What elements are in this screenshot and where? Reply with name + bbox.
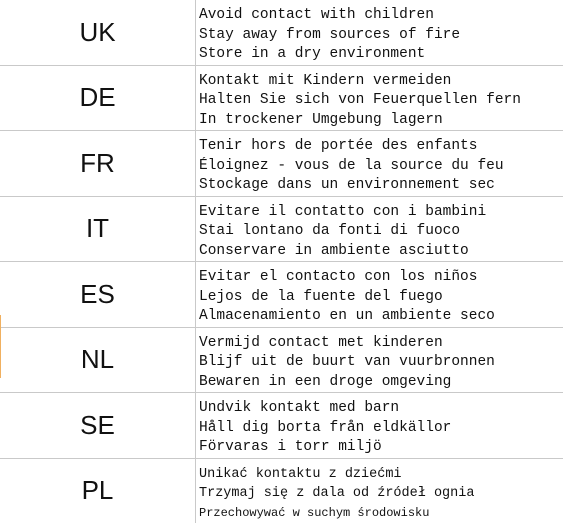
warning-text-cell — [196, 0, 563, 65]
country-code: ES — [80, 281, 115, 307]
country-code-cell — [0, 0, 196, 65]
warning-line: Almacenamiento en un ambiente seco — [199, 307, 563, 327]
warning-line: Håll dig borta från eldkällor — [199, 419, 563, 439]
row-marker — [0, 315, 1, 378]
table-row-es — [0, 262, 563, 328]
warning-line: Avoid contact with children — [199, 6, 563, 26]
warning-line: Stai lontano da fonti di fuoco — [199, 222, 563, 242]
warning-line: Evitar el contacto con los niños — [199, 268, 563, 288]
country-code-cell — [0, 65, 196, 131]
country-code: PL — [82, 477, 114, 503]
warning-line: Tenir hors de portée des enfants — [199, 137, 563, 157]
table-row-nl — [0, 327, 563, 393]
warning-text-cell — [196, 131, 563, 197]
warning-line: Conservare in ambiente asciutto — [199, 242, 563, 262]
warning-line: Vermijd contact met kinderen — [199, 334, 563, 354]
table-row-se — [0, 393, 563, 459]
country-code-cell — [0, 458, 196, 523]
warning-line: In trockener Umgebung lagern — [199, 111, 563, 131]
country-code: SE — [80, 412, 115, 438]
warning-line: Undvik kontakt med barn — [199, 399, 563, 419]
warning-text-cell — [196, 393, 563, 459]
country-code-cell — [0, 327, 196, 393]
warning-text-cell — [196, 65, 563, 131]
warning-text-cell — [196, 196, 563, 262]
warning-line: Trzymaj się z dala od źródeł ognia — [199, 484, 563, 504]
warning-line: Lejos de la fuente del fuego — [199, 288, 563, 308]
country-code-cell — [0, 196, 196, 262]
warning-line: Blijf uit de buurt van vuurbronnen — [199, 353, 563, 373]
warning-line: Unikać kontaktu z dziećmi — [199, 465, 563, 485]
country-code: DE — [79, 84, 115, 110]
warning-line: Stay away from sources of fire — [199, 26, 563, 46]
table-row-uk — [0, 0, 563, 65]
warning-line: Stockage dans un environnement sec — [199, 176, 563, 196]
warning-line: Store in a dry environment — [199, 45, 563, 65]
country-code: FR — [80, 150, 115, 176]
table-row-de — [0, 65, 563, 131]
country-code: NL — [81, 346, 114, 372]
warning-line: Éloignez - vous de la source du feu — [199, 157, 563, 177]
country-code: UK — [79, 19, 115, 45]
warning-line: Przechowywać w suchym środowisku — [199, 504, 563, 523]
warning-line: Kontakt mit Kindern vermeiden — [199, 72, 563, 92]
table-row-fr — [0, 131, 563, 197]
warning-line: Halten Sie sich von Feuerquellen fern — [199, 91, 563, 111]
warning-line: Förvaras i torr miljö — [199, 438, 563, 458]
warning-line: Evitare il contatto con i bambini — [199, 203, 563, 223]
warning-line: Bewaren in een droge omgeving — [199, 373, 563, 393]
warning-text-cell — [196, 262, 563, 328]
country-code-cell — [0, 393, 196, 459]
country-code: IT — [86, 215, 109, 241]
country-code-cell — [0, 262, 196, 328]
warning-text-cell — [196, 458, 563, 523]
warning-text-cell — [196, 327, 563, 393]
country-code-cell — [0, 131, 196, 197]
table-row-it — [0, 196, 563, 262]
table-row-pl — [0, 458, 563, 523]
